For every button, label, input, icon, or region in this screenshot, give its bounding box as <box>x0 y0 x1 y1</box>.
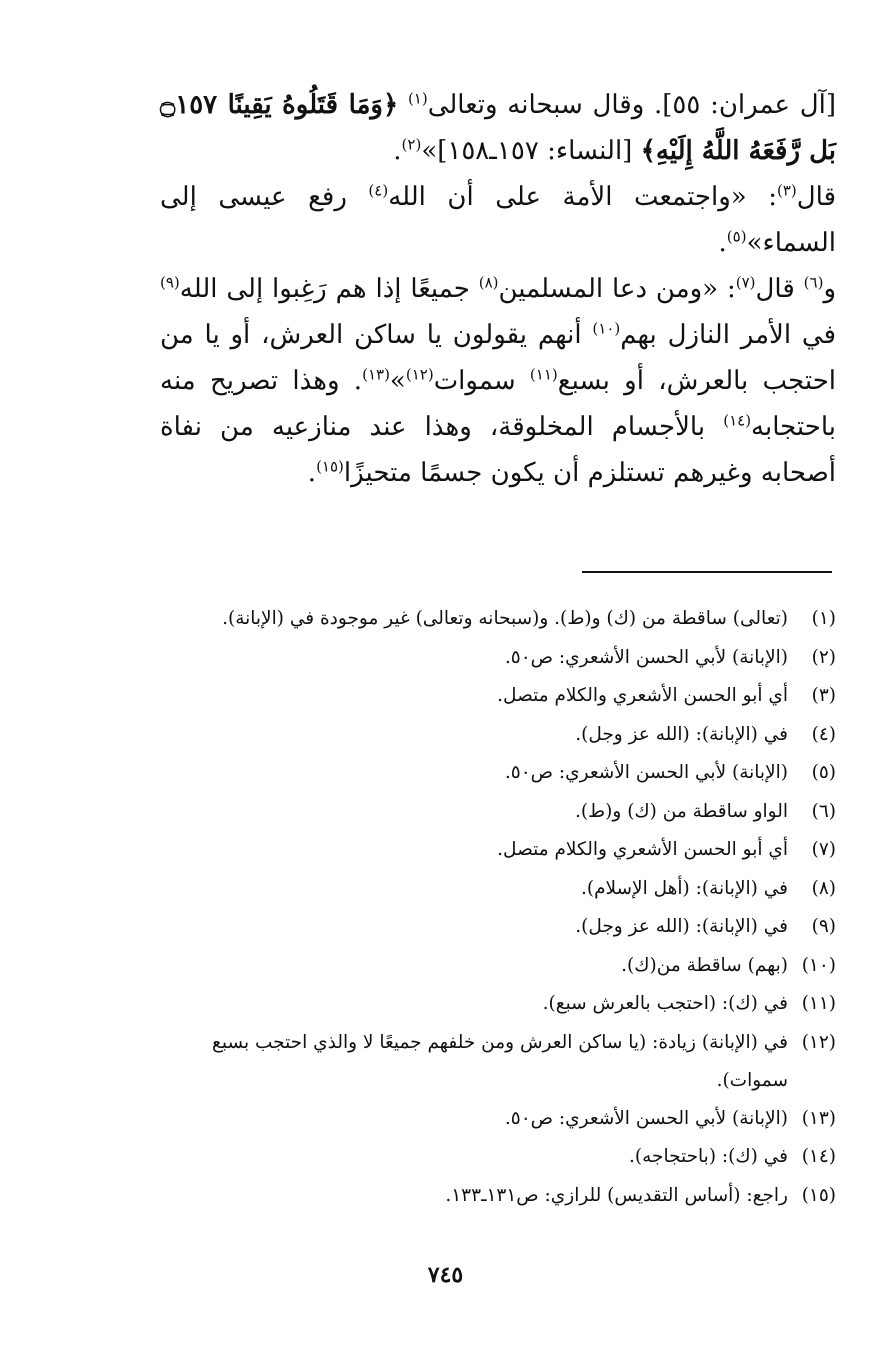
footnote-text: في (الإبانة): (الله عز وجل). <box>575 723 788 745</box>
footnote-number: (٣) <box>811 685 836 706</box>
footnote-separator <box>582 571 832 573</box>
footnote-number: (١٢) <box>801 1031 836 1053</box>
footnote-ref: (٤) <box>368 181 389 200</box>
footnote-text: في (ك): (احتجب بالعرش سبع). <box>542 993 788 1014</box>
text-run: رفع عيسى إلى السماء» <box>160 182 836 258</box>
footnote-ref: (١٥) <box>316 457 344 476</box>
footnote-text: (الإبانة) لأبي الحسن الأشعري: ص٥٠. <box>504 646 788 668</box>
footnote <box>160 639 836 678</box>
footnote <box>160 870 836 909</box>
footnote <box>160 716 836 755</box>
footnote-text: أي أبو الحسن الأشعري والكلام متصل. <box>497 685 788 706</box>
footnote-text: أي أبو الحسن الأشعري والكلام متصل. <box>497 839 788 860</box>
footnote-ref: (٦) <box>803 273 824 292</box>
footnote <box>160 1138 836 1177</box>
text-run: أنهم يقولون يا ساكن العرش، أو يا من احتجب بالعرش، أو بسبع <box>160 320 837 396</box>
footnote-text: الواو ساقطة من (ك) و(ط). <box>574 800 788 822</box>
paragraph-2 <box>160 174 836 266</box>
footnote-number: (٩) <box>811 916 836 937</box>
footnote-ref: (١٤) <box>723 411 752 430</box>
footnote-ref: (٥) <box>726 227 747 246</box>
footnote-number: (٥) <box>811 762 836 783</box>
text-run: و <box>823 274 836 304</box>
footnote-ref: (٨) <box>478 273 499 292</box>
footnote <box>160 1177 836 1216</box>
text-run: [آل عمران: ٥٥]. وقال سبحانه وتعالى <box>427 90 837 120</box>
text-run: . <box>718 228 727 258</box>
footnote-number: (١١) <box>801 993 836 1014</box>
footnote-text: في (الإبانة): (أهل الإسلام). <box>580 877 788 899</box>
footnote-ref: (١) <box>407 89 428 108</box>
footnote <box>160 947 836 986</box>
footnote-text: راجع: (أساس التقديس) للرازي: ص١٣١ـ١٣٣. <box>445 1184 788 1206</box>
footnote <box>160 793 836 832</box>
footnote-ref: (٢) <box>401 135 422 154</box>
footnote-ref: (١١) <box>529 365 558 384</box>
footnote-number: (٢) <box>811 646 836 668</box>
text-run: » <box>389 366 406 396</box>
footnote-ref: (٣) <box>776 181 797 200</box>
text-run: : «ومن دعا المسلمين <box>498 274 736 304</box>
footnote-number: (١٤) <box>801 1146 836 1167</box>
quran-verse: ﴿وَمَا قَتَلُوهُ يَقِينًا ۝١٥٧ بَل رَّفَعَهُ اللَّهُ إِلَيْهِ﴾ <box>160 90 836 166</box>
text-run: في الأمر النازل بهم <box>620 320 837 350</box>
main-text <box>160 82 836 496</box>
footnote <box>160 754 836 793</box>
footnote <box>160 1100 836 1139</box>
footnote <box>160 985 836 1024</box>
footnote-text: في (ك): (باحتجاجه). <box>629 1146 788 1167</box>
footnote-text: (تعالى) ساقطة من (ك) و(ط). و(سبحانه وتعالى) غير موجودة في (الإبانة). <box>222 608 788 629</box>
footnote <box>160 677 836 716</box>
text-run: قال <box>796 182 836 212</box>
text-run: . <box>307 458 317 488</box>
footnote-ref: (١٣) <box>362 365 390 384</box>
text-run: [النساء: ١٥٧ـ١٥٨]» <box>421 136 633 166</box>
text-run: سموات <box>433 366 516 396</box>
footnote-number: (٤) <box>811 723 836 745</box>
footnote-text: (بهم) ساقطة من(ك). <box>621 954 788 976</box>
text-run: قال <box>755 274 795 304</box>
footnote <box>160 831 836 870</box>
paragraph-3 <box>160 266 836 496</box>
text-run: جميعًا إذا هم رَغِبوا إلى الله <box>179 274 470 304</box>
footnote <box>160 908 836 947</box>
footnotes <box>160 600 836 1215</box>
footnote-ref: (٧) <box>735 273 756 292</box>
footnote-number: (٦) <box>811 800 836 822</box>
footnote <box>160 600 836 639</box>
footnote-text: (الإبانة) لأبي الحسن الأشعري: ص٥٠. <box>504 1107 788 1129</box>
footnote-number: (٨) <box>811 877 836 899</box>
text-run: . وهذا تصريح منه باحتجابه <box>160 366 837 442</box>
footnote-number: (١٥) <box>801 1184 836 1206</box>
text-run: : «واجتمعت الأمة على أن الله <box>388 182 777 212</box>
footnote-number: (٧) <box>811 839 836 860</box>
footnote-number: (١) <box>811 608 836 629</box>
footnote-number: (١٣) <box>801 1107 836 1129</box>
page-number: ٧٤٥ <box>427 1262 464 1288</box>
footnote-ref: (٩) <box>160 273 180 292</box>
text-run: بالأجسام المخلوقة، وهذا عند منازعيه من نفاة أصحابه وغيرهم تستلزم أن يكون جسمًا متحيزًا <box>160 412 836 488</box>
footnote-text: في (الإبانة): (الله عز وجل). <box>575 916 788 937</box>
footnote <box>160 1024 836 1100</box>
paragraph-1 <box>160 82 836 174</box>
footnote-number: (١٠) <box>801 954 836 976</box>
text-run: . <box>393 136 402 166</box>
footnote-text: (الإبانة) لأبي الحسن الأشعري: ص٥٠. <box>504 762 788 783</box>
footnote-ref: (١٢) <box>405 365 434 384</box>
footnote-text: في (الإبانة) زيادة: (يا ساكن العرش ومن خلفهم جميعًا لا والذي احتجب بسبع سموات). <box>212 1031 788 1091</box>
footnote-ref: (١٠) <box>592 319 621 338</box>
